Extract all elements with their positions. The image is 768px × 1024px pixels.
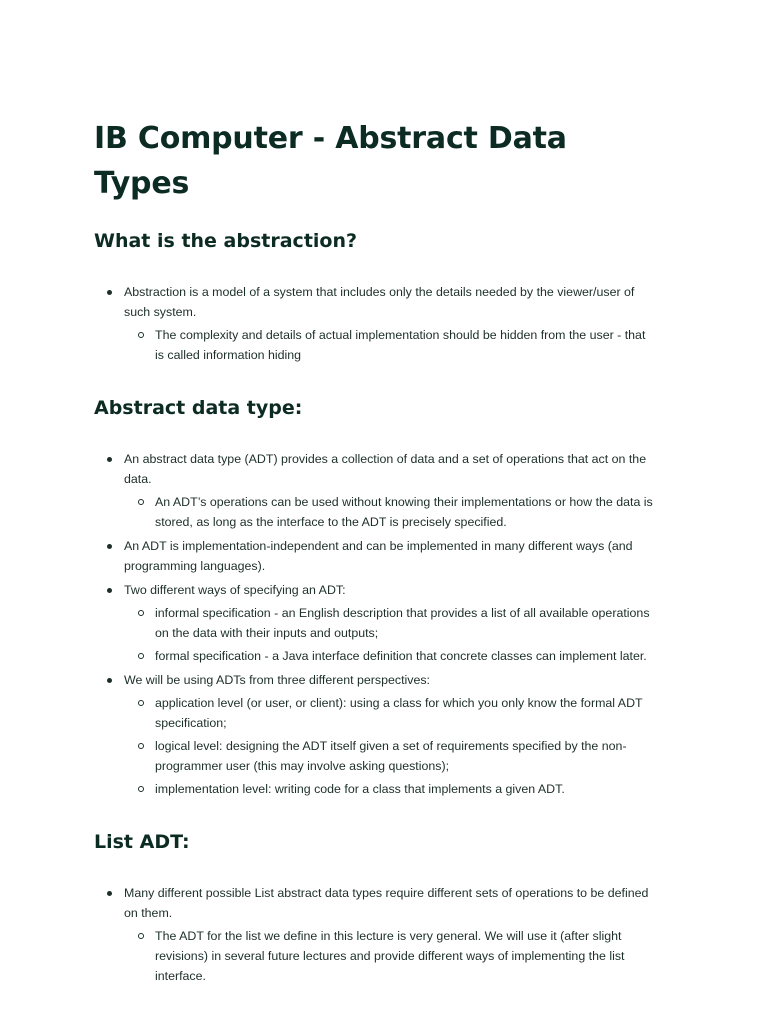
document-page [94,116,654,986]
list-item: Many different possible List abstract data types require different sets of operations to be defined on them. The ADT for the list we define in this lecture is very general. We will use it (after slight revisions) in several future lectures and provide different ways of implementing the list interface. [94,883,654,986]
sub-list-item: logical level: designing the ADT itself given a set of requirements specified by the non-programmer user (this may involve asking questions); [124,736,654,776]
bullet-circle-icon [138,933,144,939]
bullet-dot-icon [107,290,112,295]
list-item: Abstraction is a model of a system that includes only the details needed by the viewer/user of such system. The complexity and details of actual implementation should be hidden from the user - that is called information hiding [94,282,654,365]
bullet-circle-icon [138,332,144,338]
bullet-circle-icon [138,786,144,792]
bullet-dot-icon [107,678,112,683]
adt-list [94,449,654,799]
bullet-dot-icon [107,457,112,462]
sub-list [124,693,654,799]
list-item: We will be using ADTs from three different perspectives: application level (or user, or client): using a class for which you only know the formal ADT specification; logical level: designing the ADT itself given a set of requirements specified by the non-programmer user (this may involve asking questions); implementation level: writing code for a class that implements a given ADT. [94,670,654,799]
bullet-circle-icon [138,610,144,616]
bullet-circle-icon [138,499,144,505]
sub-list [124,926,654,986]
sub-list-item: formal specification - a Java interface definition that concrete classes can implement later. [124,646,654,666]
abstraction-list [94,282,654,365]
sub-list-item: application level (or user, or client): using a class for which you only know the formal ADT specification; [124,693,654,733]
list-adt-list [94,883,654,986]
section-heading-abstraction: What is the abstraction? [94,230,358,252]
sub-list-item: An ADT’s operations can be used without knowing their implementations or how the data is stored, as long as the interface to the ADT is precisely specified. [124,492,654,532]
sub-list-item: informal specification - an English description that provides a list of all available operations on the data with their inputs and outputs; [124,603,654,643]
sub-list [124,492,654,532]
section-heading-list-adt: List ADT: [94,831,190,853]
page-title: IB Computer - Abstract Data Types [94,121,567,201]
bullet-dot-icon [107,891,112,896]
bullet-circle-icon [138,743,144,749]
bullet-dot-icon [107,544,112,549]
bullet-circle-icon [138,700,144,706]
list-item: An abstract data type (ADT) provides a collection of data and a set of operations that act on the data. An ADT’s operations can be used without knowing their implementations or how the data is stored, as long as the interface to the ADT is precisely specified. [94,449,654,532]
list-item: Two different ways of specifying an ADT: informal specification - an English description that provides a list of all available operations on the data with their inputs and outputs; formal specification - a Java interface definition that concrete classes can implement later. [94,580,654,666]
sub-list [124,603,654,666]
sub-list-item: The ADT for the list we define in this lecture is very general. We will use it (after slight revisions) in several future lectures and provide different ways of implementing the list interface. [124,926,654,986]
bullet-circle-icon [138,653,144,659]
section-heading-abstract-data-type: Abstract data type: [94,397,303,419]
bullet-dot-icon [107,588,112,593]
sub-list-item: implementation level: writing code for a class that implements a given ADT. [124,779,654,799]
sub-list [124,325,654,365]
sub-list-item: The complexity and details of actual implementation should be hidden from the user - that is called information hiding [124,325,654,365]
list-item: An ADT is implementation-independent and can be implemented in many different ways (and programming languages). [94,536,654,576]
